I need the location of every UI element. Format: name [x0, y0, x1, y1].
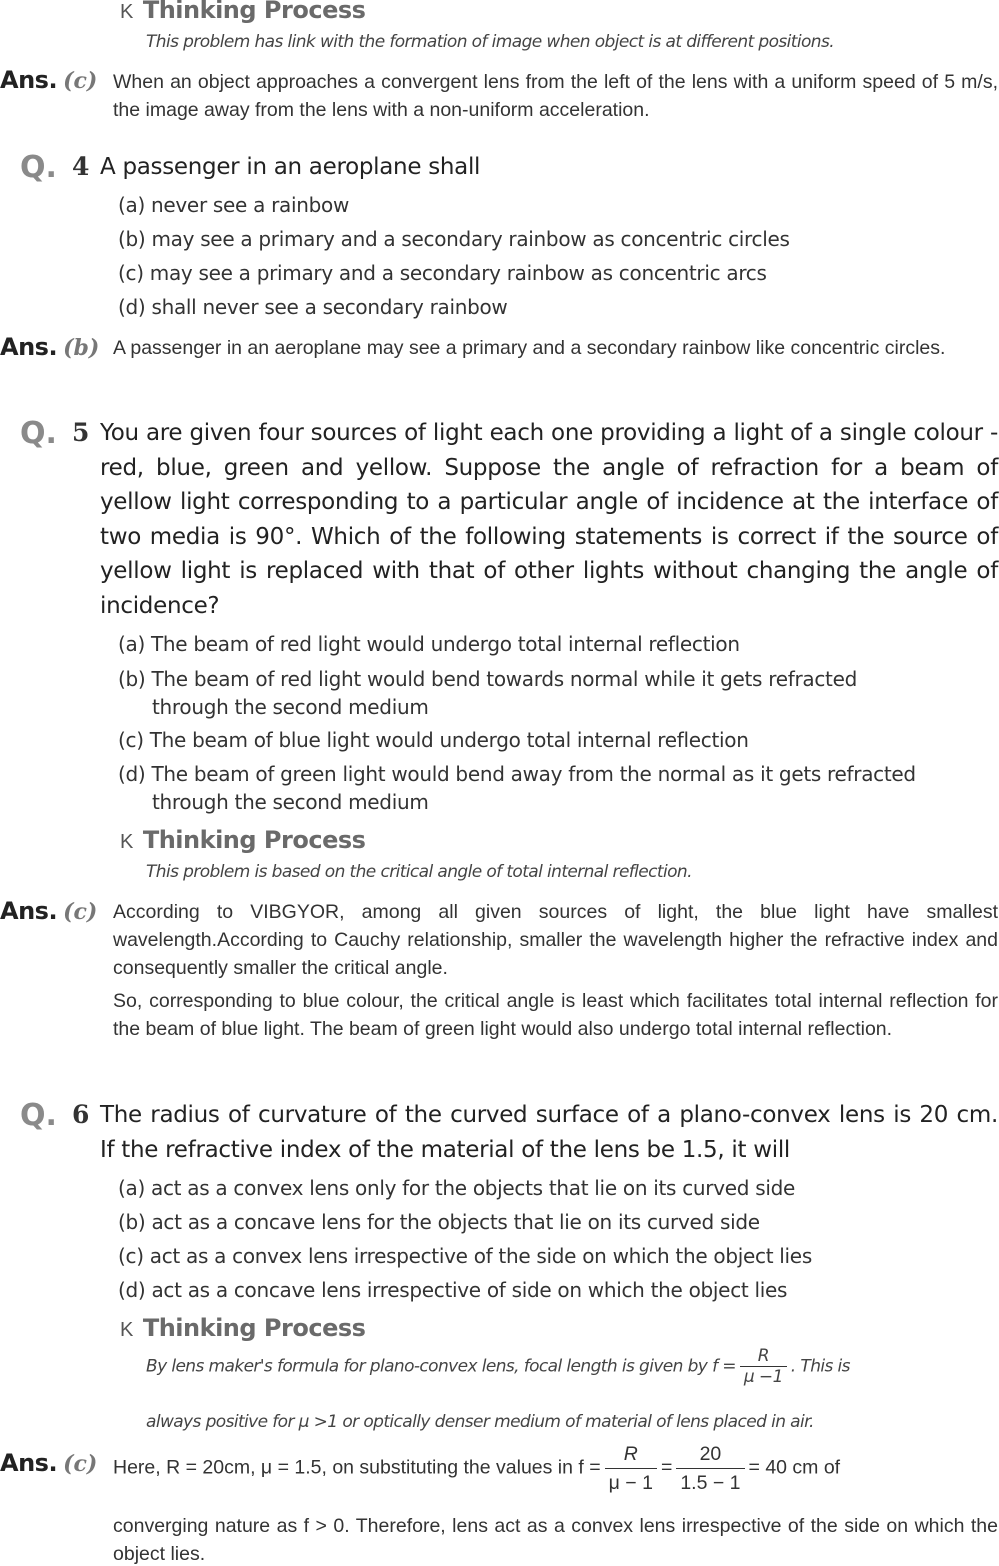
answer-formula-line: [113, 1440, 998, 1497]
option-b: (b) act as a concave lens for the objects that lie on its curved side: [118, 1210, 760, 1234]
option-a: (a) never see a rainbow: [118, 193, 350, 217]
thinking-label: Thinking Process: [142, 826, 366, 854]
question-icon: Q.: [20, 1098, 57, 1133]
option-continuation: through the second medium: [152, 695, 429, 719]
thinking-process-heading: [120, 826, 365, 854]
option-continuation: through the second medium: [152, 790, 429, 814]
thinking-formula-line: [146, 1346, 850, 1387]
question-text: A passenger in an aeroplane shall: [100, 154, 481, 180]
thinking-text: . This is: [790, 1356, 850, 1377]
denominator: μ − 1: [608, 1472, 653, 1494]
question-icon: Q.: [20, 416, 57, 451]
option-c: (c) may see a primary and a secondary rainbow as concentric arcs: [118, 261, 767, 285]
thinking-process-heading: [120, 1314, 365, 1342]
ans-text: Ans.: [0, 897, 58, 925]
thinking-text: always positive for μ >1 or optically denser medium of material of lens placed in air.: [146, 1412, 814, 1432]
fraction: [605, 1440, 657, 1497]
thinking-label: Thinking Process: [142, 1314, 366, 1342]
ans-text: Ans.: [0, 1449, 58, 1477]
answer-label: [0, 66, 97, 94]
question-number: 6: [72, 1100, 90, 1129]
answer-letter: (b): [63, 335, 100, 361]
answer-text: A passenger in an aeroplane may see a primary and a secondary rainbow like concentric circles.: [113, 337, 946, 359]
option-d: [118, 760, 998, 816]
answer-text: = 40 cm of: [748, 1456, 841, 1479]
question-number: 4: [72, 152, 90, 181]
denominator: μ −1: [743, 1367, 783, 1387]
option-text: (c) The beam of blue light would undergo total internal reflection: [118, 728, 749, 752]
question-icon: Q.: [20, 150, 57, 185]
option-a: (a) act as a convex lens only for the objects that lie on its curved side: [118, 1176, 795, 1200]
thinking-marker-icon: K: [120, 831, 133, 853]
thinking-marker-icon: K: [120, 1319, 133, 1341]
answer-letter: (c): [63, 68, 98, 94]
question-text: The radius of curvature of the curved surface of a plano-convex lens is 20 cm. If the refractive index of the material of the lens be 1.5, it will: [100, 1102, 998, 1163]
answer-text-2: So, corresponding to blue colour, the critical angle is least which facilitates total internal reflection for the beam of blue light. The beam of green light would also undergo total internal reflection.: [113, 990, 998, 1040]
numerator: R: [740, 1346, 787, 1367]
option-c: [118, 726, 998, 754]
option-text: (b) The beam of red light would bend towards normal while it gets refracted: [118, 667, 857, 691]
denominator: 1.5 − 1: [680, 1472, 741, 1494]
thinking-label: Thinking Process: [142, 0, 366, 24]
question-text: You are given four sources of light each one providing a light of a single colour - red, blue, green and yellow. Suppose the angle of refraction for a beam of yellow light corresponding to a particular angle of incidence at the interface of two media is 90°. Which of the following statements is correct if the source of yellow light is replaced with that of other lights without changing the angle of incidence?: [100, 420, 998, 619]
option-d: (d) act as a concave lens irrespective of side on which the object lies: [118, 1278, 788, 1302]
answer-text: When an object approaches a convergent lens from the left of the lens with a uniform speed of 5 m/s, the image away from the lens with a non-uniform acceleration.: [113, 71, 998, 121]
answer-label: [0, 897, 97, 925]
answer-label: [0, 333, 99, 361]
answer-letter: (c): [63, 899, 98, 925]
thinking-text: This problem has link with the formation of image when object is at different positions.: [146, 32, 835, 52]
thinking-text: By lens maker's formula for plano-convex lens, focal length is given by f =: [146, 1356, 736, 1377]
ans-text: Ans.: [0, 66, 58, 94]
answer-text: Here, R = 20cm, μ = 1.5, on substituting the values in f =: [113, 1456, 601, 1479]
ans-text: Ans.: [0, 333, 58, 361]
option-text: (d) The beam of green light would bend away from the normal as it gets refracted: [118, 762, 916, 786]
option-text: (a) The beam of red light would undergo total internal reflection: [118, 632, 740, 656]
answer-letter: (c): [63, 1451, 98, 1477]
option-b: (b) may see a primary and a secondary rainbow as concentric circles: [118, 227, 790, 251]
thinking-marker-icon: K: [120, 1, 133, 23]
option-d: (d) shall never see a secondary rainbow: [118, 295, 508, 319]
fraction: [676, 1440, 744, 1497]
option-b: [118, 665, 998, 721]
answer-text: converging nature as f > 0. Therefore, lens act as a convex lens irrespective of the side on which the object lies.: [113, 1515, 998, 1565]
thinking-process-heading: [120, 0, 365, 24]
answer-label: [0, 1449, 97, 1477]
question-number: 5: [72, 418, 90, 447]
thinking-text: This problem is based on the critical angle of total internal reflection.: [146, 862, 692, 882]
equals: =: [660, 1456, 673, 1479]
answer-text: According to VIBGYOR, among all given sources of light, the blue light have smallest wavelength.According to Cauchy relationship, smaller the wavelength higher the refractive index and consequently smaller the critical angle.: [113, 901, 998, 979]
option-a: [118, 630, 998, 658]
numerator: 20: [676, 1440, 744, 1469]
option-c: (c) act as a convex lens irrespective of the side on which the object lies: [118, 1244, 812, 1268]
numerator: R: [605, 1440, 657, 1469]
fraction: [740, 1346, 787, 1387]
